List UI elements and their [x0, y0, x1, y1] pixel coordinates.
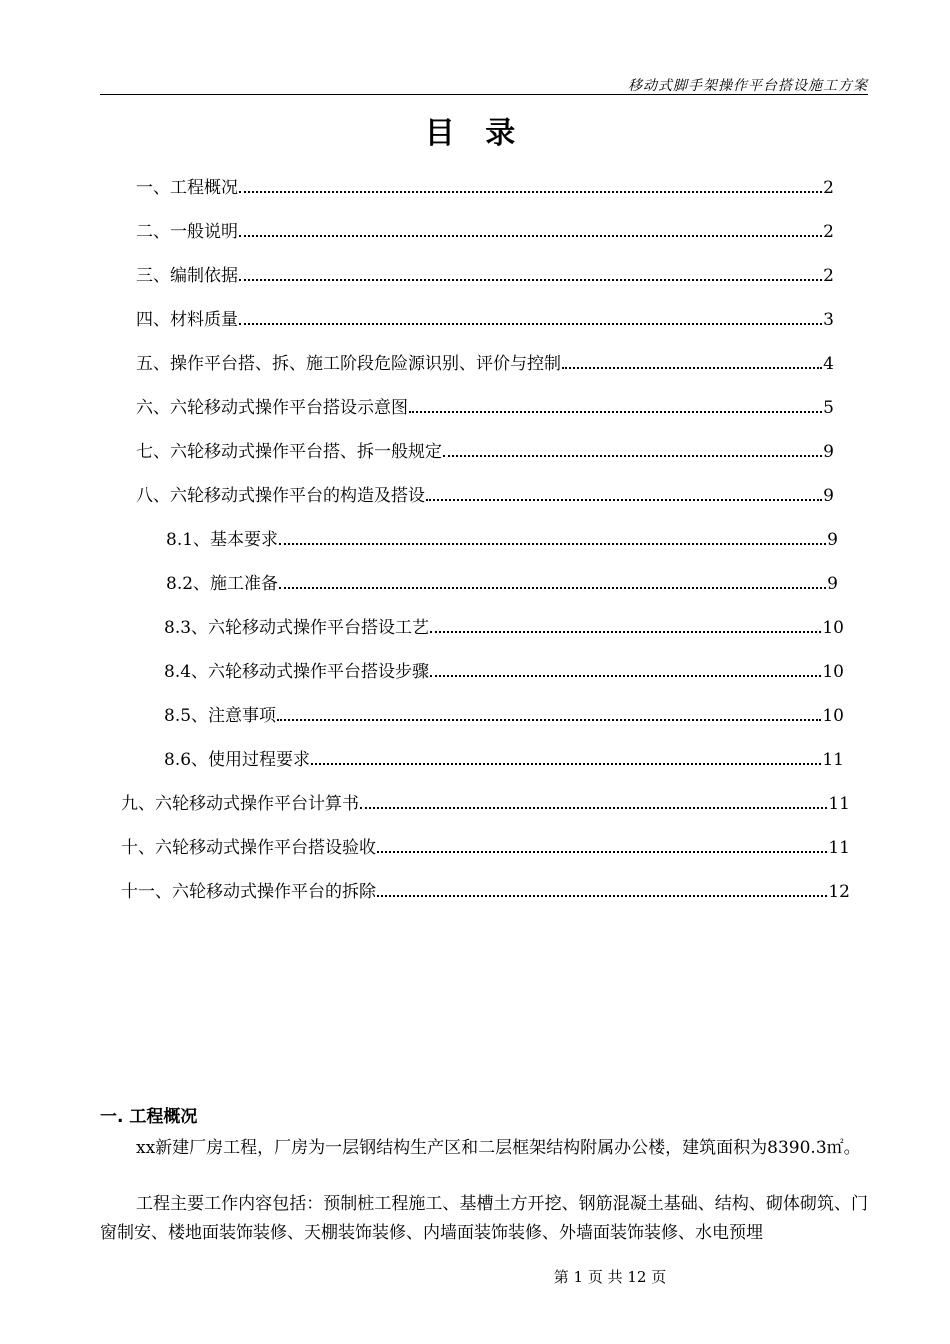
toc-entry[interactable] — [136, 308, 834, 332]
toc-entry-label: 8.3、六轮移动式操作平台搭设工艺 — [164, 618, 430, 638]
toc-entry[interactable] — [166, 528, 838, 552]
toc-entry-label: 8.5、注意事项 — [164, 706, 277, 726]
toc-entry-page: 11 — [828, 838, 850, 858]
toc-entry[interactable] — [136, 440, 834, 464]
toc-entry-label: 8.2、施工准备 — [166, 574, 279, 594]
toc-entry[interactable] — [136, 484, 834, 508]
toc-leader — [409, 411, 822, 413]
toc-leader — [279, 543, 826, 545]
toc-entry-page: 9 — [827, 574, 838, 594]
toc-entry[interactable] — [164, 660, 844, 684]
toc-entry-page: 11 — [822, 750, 844, 770]
toc-entry-page: 10 — [822, 706, 844, 726]
toc-leader — [426, 499, 822, 501]
toc-entry-page: 4 — [823, 354, 834, 374]
toc-leader — [239, 191, 822, 193]
toc-entry-page: 10 — [822, 618, 844, 638]
toc-leader — [360, 807, 827, 809]
toc-leader — [443, 455, 822, 457]
toc-entry[interactable] — [121, 880, 850, 904]
body-paragraph: xx新建厂房工程，厂房为一层钢结构生产区和二层框架结构附属办公楼，建筑面积为8390.3㎡。 — [136, 1138, 861, 1158]
toc-entry-label: 十、六轮移动式操作平台搭设验收 — [121, 838, 376, 858]
toc-entry-page: 9 — [823, 486, 834, 506]
toc-entry-label: 四、材料质量 — [136, 310, 238, 330]
toc-entry[interactable] — [136, 352, 834, 376]
toc-entry-page: 10 — [822, 662, 844, 682]
toc-entry[interactable] — [164, 616, 844, 640]
toc-entry-label: 8.1、基本要求 — [166, 530, 279, 550]
toc-entry[interactable] — [121, 836, 850, 860]
toc-entry-page: 5 — [823, 398, 834, 418]
toc-entry-label: 8.6、使用过程要求 — [164, 750, 311, 770]
toc-leader — [239, 235, 822, 237]
body-paragraph: 工程主要工作内容包括：预制桩工程施工、基槽土方开挖、钢筋混凝土基础、结构、砌体砌筑、门窗制安、楼地面装饰装修、天棚装饰装修、内墙面装饰装修、外墙面装饰装修、水电预埋 — [100, 1194, 868, 1243]
toc-entry-label: 8.4、六轮移动式操作平台搭设步骤 — [164, 662, 430, 682]
toc-leader — [277, 719, 821, 721]
toc-entry[interactable] — [136, 264, 834, 288]
toc-entry-page: 2 — [823, 222, 834, 242]
toc-entry-page: 2 — [823, 178, 834, 198]
section-heading: 一. 工程概况 — [100, 1107, 198, 1127]
toc-entry[interactable] — [164, 748, 844, 772]
toc-entry[interactable] — [121, 792, 850, 816]
toc-entry-page: 11 — [828, 794, 850, 814]
toc-leader — [430, 675, 821, 677]
running-header-title: 移动式脚手架操作平台搭设施工方案 — [628, 78, 868, 94]
toc-leader — [239, 323, 822, 325]
toc-leader — [430, 631, 821, 633]
toc-entry-label: 九、六轮移动式操作平台计算书 — [121, 794, 359, 814]
toc-leader — [377, 851, 827, 853]
toc-entry-label: 二、一般说明 — [136, 222, 238, 242]
toc-entry[interactable] — [164, 704, 844, 728]
toc-entry-page: 3 — [823, 310, 834, 330]
toc-entry[interactable] — [166, 572, 838, 596]
toc-entry-page: 9 — [827, 530, 838, 550]
toc-entry-page: 9 — [823, 442, 834, 462]
toc-leader — [279, 587, 826, 589]
header-rule — [100, 94, 868, 95]
page-footer: 第 1 页 共 12 页 — [553, 1268, 667, 1286]
toc-entry-page: 2 — [823, 266, 834, 286]
toc-entry-label: 七、六轮移动式操作平台搭、拆一般规定 — [136, 442, 442, 462]
toc-leader — [562, 367, 822, 369]
toc-entry-label: 八、六轮移动式操作平台的构造及搭设 — [136, 486, 425, 506]
toc-entry-label: 六、六轮移动式操作平台搭设示意图 — [136, 398, 408, 418]
toc-leader — [311, 763, 821, 765]
toc-title: 目 录 — [424, 116, 526, 151]
toc-entry-page: 12 — [828, 882, 850, 902]
toc-entry-label: 十一、六轮移动式操作平台的拆除 — [121, 882, 376, 902]
toc-entry[interactable] — [136, 220, 834, 244]
toc-entry-label: 五、操作平台搭、拆、施工阶段危险源识别、评价与控制 — [136, 354, 561, 374]
toc-entry-label: 三、编制依据 — [136, 266, 238, 286]
toc-leader — [239, 279, 822, 281]
toc-entry[interactable] — [136, 176, 834, 200]
toc-entry[interactable] — [136, 396, 834, 420]
toc-entry-label: 一、工程概况 — [136, 178, 238, 198]
toc-leader — [377, 895, 827, 897]
